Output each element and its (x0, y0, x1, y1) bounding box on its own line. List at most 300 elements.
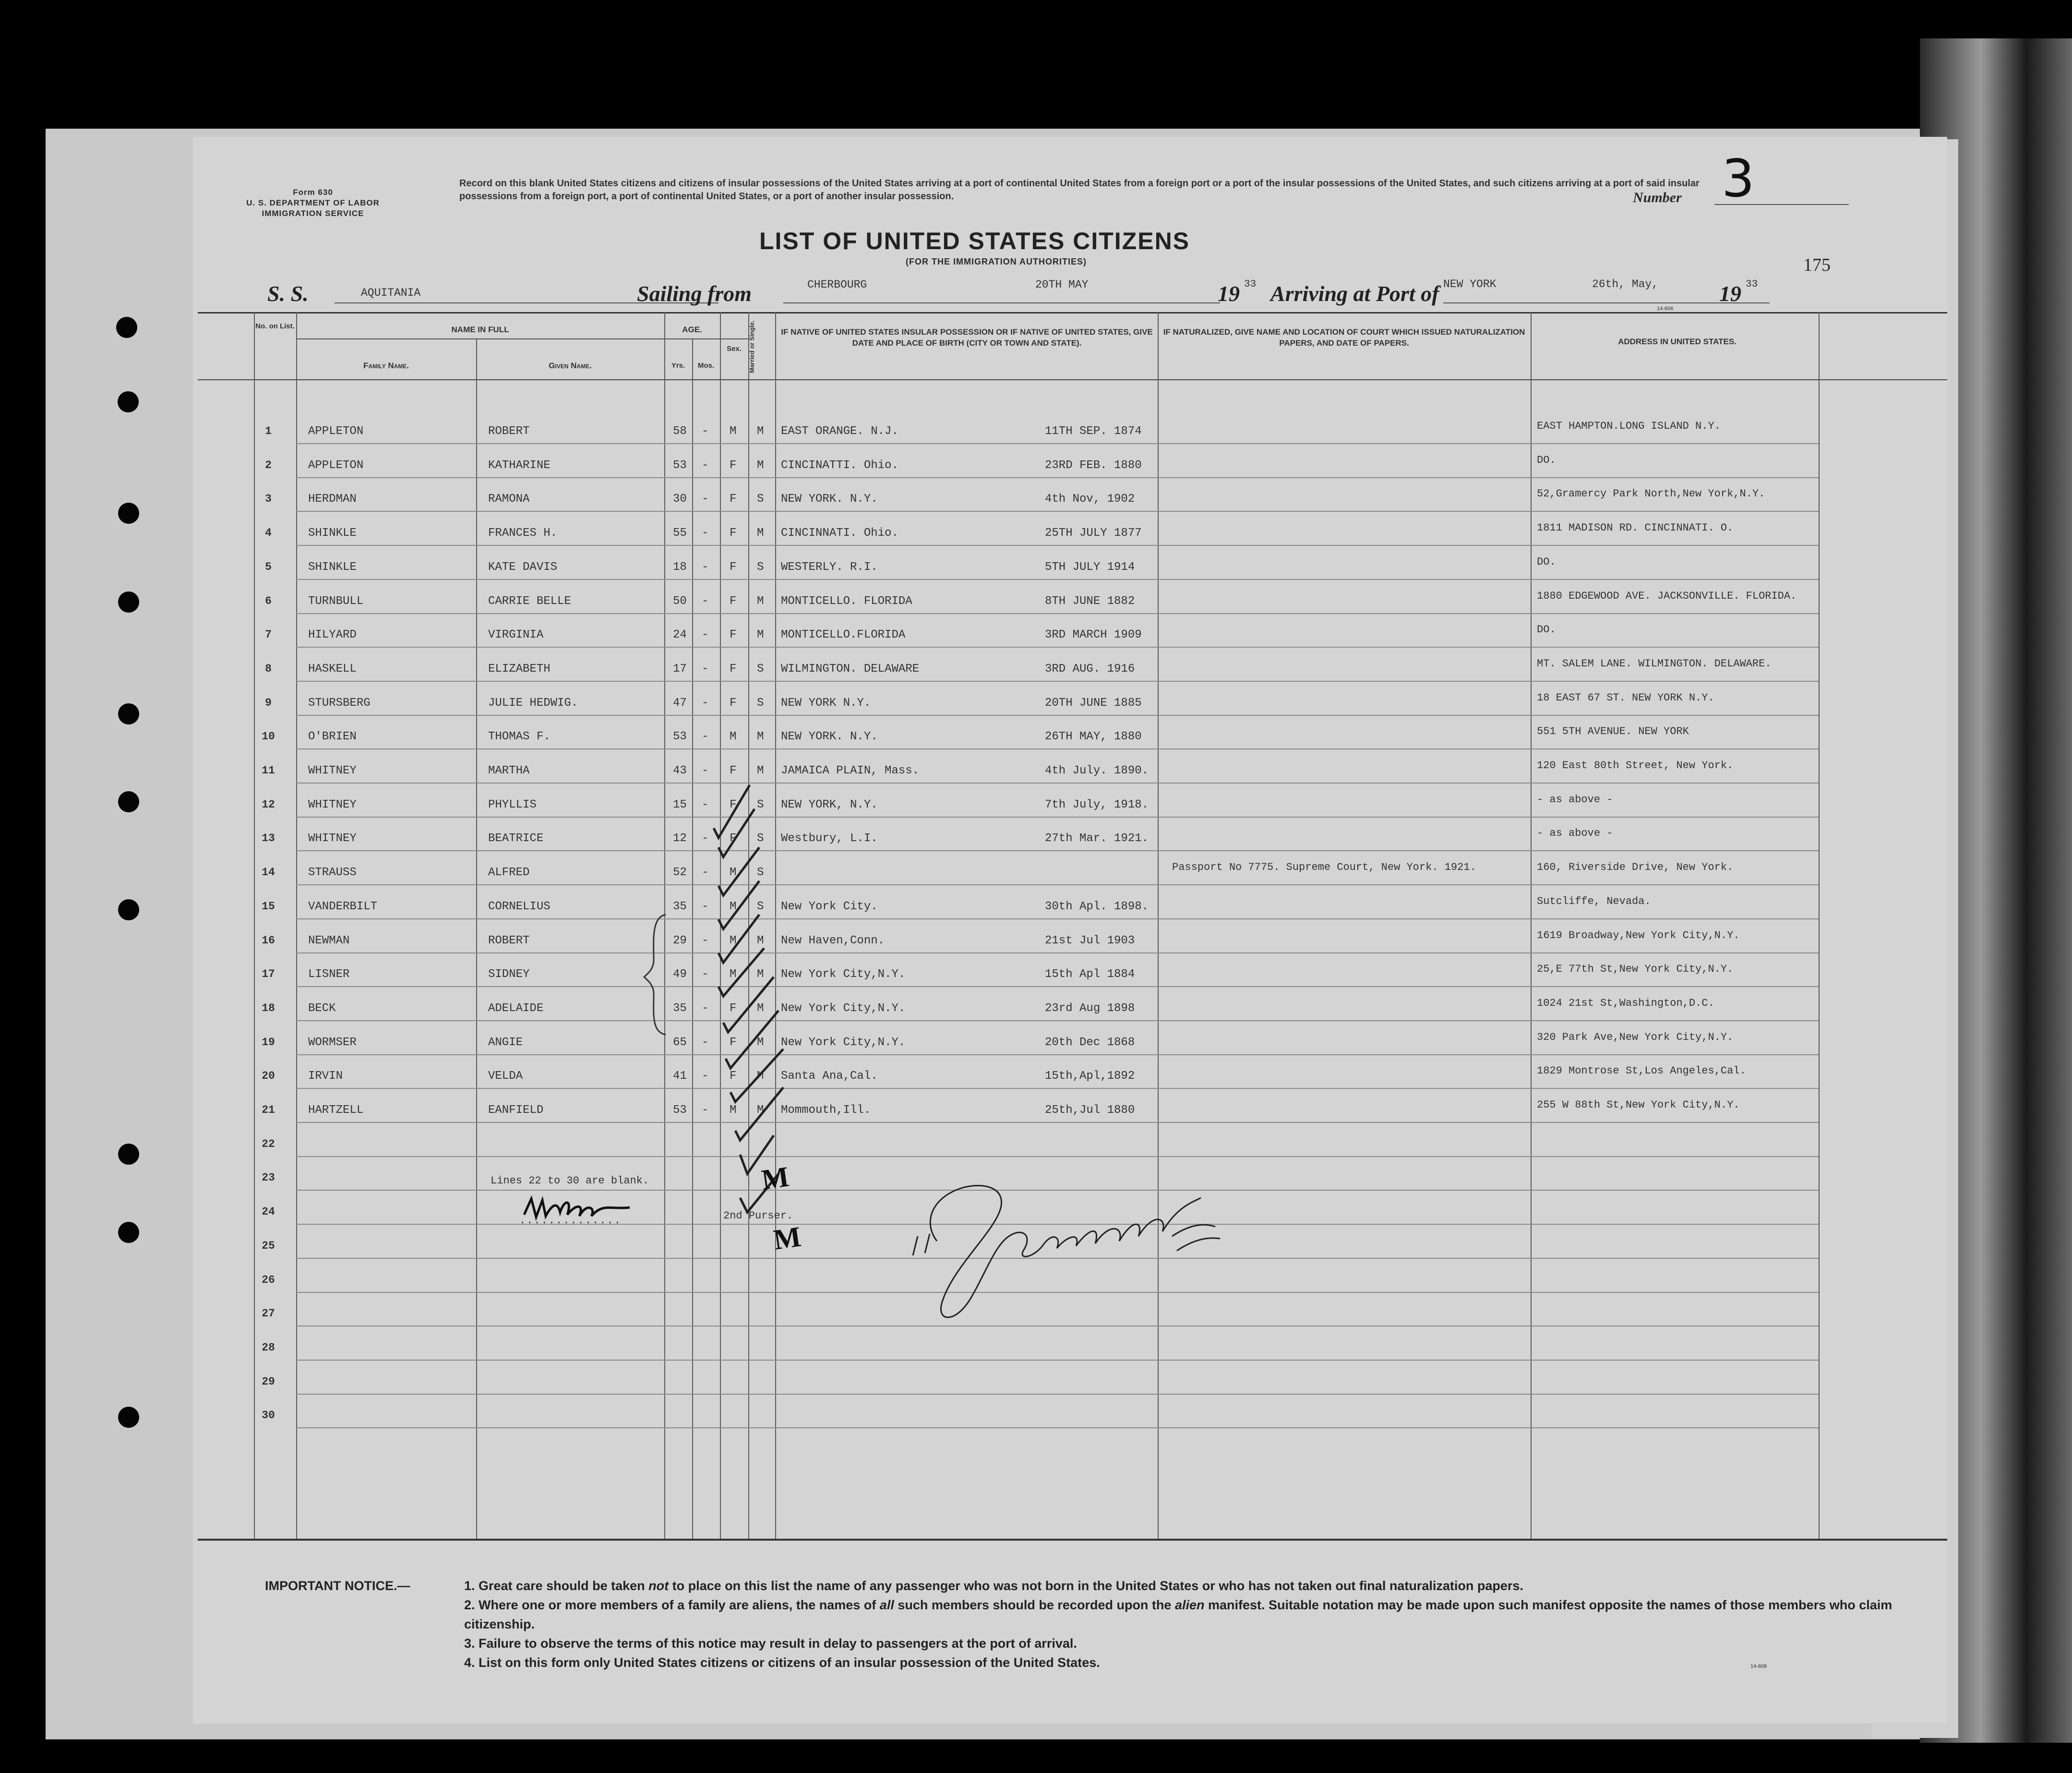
binder-hole (118, 899, 139, 920)
cell-mos: - (702, 1036, 709, 1049)
cell-place: New York City,N.Y. (781, 1001, 906, 1015)
cell-date: 21st Jul 1903 (1045, 934, 1135, 947)
col-header-birth: IF NATIVE OF UNITED STATES INSULAR POSSESSION OR IF NATIVE OF UNITED STATES, GIVE DATE AND PLACE OF BIRTH (CITY OR TOWN AND STATE). (781, 327, 1153, 348)
handwritten-m: M (759, 1160, 791, 1196)
cell-addr: DO. (1537, 555, 1556, 568)
notice-item-4: 4. List on this form only United States citizens or citizens of an insular possession of the United States. (464, 1655, 1100, 1670)
cell-given: ROBERT (488, 934, 530, 947)
row-rule (296, 545, 1819, 546)
col-header-address: ADDRESS IN UNITED STATES. (1618, 337, 1737, 346)
col-divider (1158, 312, 1159, 1539)
number-label: Number (1633, 190, 1682, 205)
cell-yrs: 53 (673, 458, 687, 472)
row-rule (296, 1122, 1819, 1123)
handwritten-m: M (771, 1220, 803, 1256)
cell-addr: 160, Riverside Drive, New York. (1537, 861, 1734, 874)
row-rule (296, 850, 1819, 851)
cell-yrs: 43 (673, 764, 687, 777)
col-header-age: AGE. (682, 325, 702, 334)
notice-text: such members should be recorded upon the (894, 1598, 1175, 1612)
table-header-border (198, 379, 1947, 380)
cell-family: APPLETON (308, 425, 364, 438)
cell-given: ROBERT (488, 425, 530, 438)
cell-sex: F (730, 594, 737, 608)
cell-sex: F (730, 493, 737, 506)
row-number: 10 (262, 730, 275, 743)
cell-sex: F (730, 662, 737, 675)
form-number: Form 630 (293, 188, 333, 197)
cell-ms: S (757, 798, 764, 811)
cell-sex: F (730, 1036, 737, 1049)
binder-hole (118, 1144, 139, 1165)
cell-family: WHITNEY (308, 764, 357, 777)
year-to: 33 (1746, 279, 1758, 290)
cell-family: STRAUSS (308, 866, 357, 880)
cell-place: MONTICELLO.FLORIDA (781, 628, 906, 642)
cell-given: KATE DAVIS (488, 560, 558, 574)
cell-mos: - (702, 1104, 709, 1117)
cell-addr: 551 5TH AVENUE. NEW YORK (1537, 725, 1689, 738)
cell-sex: M (730, 730, 737, 744)
row-number: 6 (265, 594, 272, 607)
cell-date: 15th Apl 1884 (1045, 968, 1135, 981)
row-number: 5 (265, 560, 272, 573)
binder-hole (118, 591, 139, 613)
cell-yrs: 49 (673, 968, 687, 981)
cell-given: KATHARINE (488, 458, 551, 472)
page-title: LIST OF UNITED STATES CITIZENS (759, 228, 1190, 254)
cell-family: BECK (308, 1001, 336, 1015)
cell-ms: M (757, 527, 764, 540)
cell-place: WESTERLY. R.I. (781, 560, 878, 574)
cell-addr: 1024 21st St,Washington,D.C. (1537, 997, 1714, 1009)
form-code: 14-606 (1657, 306, 1674, 312)
cell-given: ALFRED (488, 866, 530, 880)
cell-sex: M (730, 425, 737, 438)
cell-family: HASKELL (308, 662, 357, 675)
cell-addr: 1829 Montrose St,Los Angeles,Cal. (1537, 1065, 1746, 1077)
binder-hole (116, 317, 137, 338)
cell-given: ANGIE (488, 1036, 523, 1049)
cell-ms: S (757, 900, 764, 913)
cell-date: 4th Nov, 1902 (1045, 493, 1135, 506)
cell-sex: M (730, 866, 737, 880)
row-rule (296, 613, 1819, 614)
col-header-name: NAME IN FULL (451, 325, 509, 334)
sailing-label: Sailing from (637, 281, 752, 306)
notice-text: 2. Where one or more members of a family are aliens, the names of (464, 1598, 880, 1612)
binder-hole (118, 1222, 139, 1243)
cell-place: EAST ORANGE. N.J. (781, 425, 898, 438)
cell-date: 7th July, 1918. (1045, 798, 1149, 811)
cell-addr: DO. (1537, 624, 1556, 636)
cell-yrs: 47 (673, 696, 687, 710)
cell-ms: M (757, 1104, 764, 1117)
cell-sex: M (730, 934, 737, 947)
row-number: 21 (262, 1104, 275, 1116)
cell-family: STURSBERG (308, 696, 371, 710)
cell-mos: - (702, 900, 709, 913)
cell-given: EANFIELD (488, 1104, 544, 1117)
cell-addr: 1619 Broadway,New York City,N.Y. (1537, 929, 1740, 941)
family-bracket (642, 912, 671, 1037)
row-number: 20 (262, 1070, 275, 1083)
cell-date: 26TH MAY, 1880 (1045, 730, 1142, 744)
cell-addr: 1811 MADISON RD. CINCINNATI. O. (1537, 522, 1734, 534)
cell-family: WORMSER (308, 1036, 357, 1049)
cell-yrs: 24 (673, 628, 687, 642)
cell-date: 20TH JUNE 1885 (1045, 696, 1142, 710)
port-from: CHERBOURG (807, 278, 867, 291)
cell-mos: - (702, 866, 709, 880)
cell-ms: S (757, 493, 764, 506)
row-rule (296, 579, 1819, 580)
cell-mos: - (702, 1070, 709, 1083)
cell-family: VANDERBILT (308, 900, 378, 913)
col-header-naturalized: IF NATURALIZED, GIVE NAME AND LOCATION OF COURT WHICH ISSUED NATURALIZATION PAPERS, AND DATE OF PAPERS. (1163, 327, 1525, 348)
cell-sex: M (730, 968, 737, 981)
cell-ms: M (757, 968, 764, 981)
cell-mos: - (702, 696, 709, 710)
cell-given: VELDA (488, 1070, 523, 1083)
cell-addr: EAST HAMPTON.LONG ISLAND N.Y. (1537, 420, 1721, 432)
cell-sex: F (730, 832, 737, 845)
row-rule (296, 817, 1819, 818)
row-number: 11 (262, 764, 275, 777)
row-rule (296, 783, 1819, 784)
date-from: 20TH MAY (1035, 278, 1089, 291)
cell-mos: - (702, 527, 709, 540)
cell-given: JULIE HEDWIG. (488, 696, 578, 710)
row-rule (296, 443, 1819, 444)
cell-family: WHITNEY (308, 798, 357, 811)
cell-family: IRVIN (308, 1070, 343, 1083)
row-rule (296, 647, 1819, 648)
cell-sex: F (730, 628, 737, 642)
cell-place: WILMINGTON. DELAWARE (781, 662, 920, 675)
cell-family: TURNBULL (308, 594, 364, 608)
cell-yrs: 50 (673, 594, 687, 608)
row-rule (296, 884, 1819, 885)
inspector-signature (903, 1155, 1230, 1332)
cell-place: CINCINATTI. Ohio. (781, 458, 898, 472)
col-header-married: Married or Single. (748, 320, 755, 374)
binder-hole (118, 1407, 139, 1428)
cell-ms: M (757, 1036, 764, 1049)
cell-mos: - (702, 832, 709, 845)
row-rule (296, 715, 1819, 716)
notice-text: manifest. Suitable notation may be made upon such manifest opposite the names of those members who claim citizenship. (464, 1598, 1892, 1631)
cell-addr: DO. (1537, 454, 1556, 466)
cell-ms: M (757, 934, 764, 947)
cell-family: HARTZELL (308, 1104, 364, 1117)
cell-mos: - (702, 425, 709, 438)
cell-date: 3RD MARCH 1909 (1045, 628, 1142, 642)
cell-nat: Passport No 7775. Supreme Court, New York. 1921. (1172, 861, 1476, 874)
row-number: 19 (262, 1036, 275, 1049)
cell-sex: F (730, 764, 737, 777)
notice-lead: IMPORTANT NOTICE.— (265, 1579, 410, 1593)
table-top-border (198, 312, 1947, 314)
cell-addr: 18 EAST 67 ST. NEW YORK N.Y. (1537, 691, 1714, 704)
cell-mos: - (702, 458, 709, 472)
arriving-label: Arriving at Port of (1270, 281, 1439, 306)
notice-emphasis: not (648, 1579, 669, 1593)
cell-given: VIRGINIA (488, 628, 544, 642)
row-number: 9 (265, 696, 272, 709)
cell-place: Santa Ana,Cal. (781, 1070, 878, 1083)
row-number: 25 (262, 1239, 275, 1252)
table-bottom-border (198, 1539, 1947, 1541)
cell-family: SHINKLE (308, 560, 357, 574)
row-number: 16 (262, 934, 275, 947)
cell-place: New York City. (781, 900, 878, 913)
cell-ms: M (757, 425, 764, 438)
cell-date: 11TH SEP. 1874 (1045, 425, 1142, 438)
cell-date: 25TH JULY 1877 (1045, 527, 1142, 540)
cell-place: JAMAICA PLAIN, Mass. (781, 764, 920, 777)
cell-addr: 1880 EDGEWOOD AVE. JACKSONVILLE. FLORIDA. (1537, 590, 1797, 602)
cell-place: NEW YORK. N.Y. (781, 730, 878, 744)
cell-sex: M (730, 1104, 737, 1117)
cell-ms: M (757, 458, 764, 472)
cell-family: SHINKLE (308, 527, 357, 540)
cell-date: 8TH JUNE 1882 (1045, 594, 1135, 608)
subheader-line (296, 338, 749, 339)
cell-given: THOMAS F. (488, 730, 551, 744)
cell-sex: F (730, 696, 737, 710)
notice-emphasis: all (879, 1598, 894, 1612)
cell-sex: F (730, 560, 737, 574)
notice-emphasis: alien (1174, 1598, 1205, 1612)
cell-yrs: 17 (673, 662, 687, 675)
row-number: 14 (262, 866, 275, 879)
cell-mos: - (702, 730, 709, 744)
cell-place: New York City,N.Y. (781, 1036, 906, 1049)
col-header-yrs: Yrs. (671, 362, 685, 370)
date-to: 26th, May, (1592, 278, 1659, 290)
row-number: 3 (265, 493, 272, 506)
cell-mos: - (702, 493, 709, 506)
row-number: 18 (262, 1001, 275, 1014)
cell-yrs: 53 (673, 730, 687, 744)
row-rule (296, 681, 1819, 682)
cell-given: RAMONA (488, 493, 530, 506)
notice-item-3: 3. Failure to observe the terms of this notice may result in delay to passengers at the port of arrival. (464, 1636, 1077, 1651)
col-divider (1531, 312, 1532, 1539)
cell-date: 20th Dec 1868 (1045, 1036, 1135, 1049)
binder-hole (118, 703, 139, 724)
cell-mos: - (702, 798, 709, 811)
col-divider (296, 312, 297, 1539)
row-number: 8 (265, 662, 272, 675)
cell-family: APPLETON (308, 458, 364, 472)
cell-date: 15th,Apl,1892 (1045, 1070, 1135, 1083)
cell-addr: MT. SALEM LANE. WILMINGTON. DELAWARE. (1537, 657, 1772, 670)
cell-yrs: 41 (673, 1070, 687, 1083)
cell-place: New York City,N.Y. (781, 968, 906, 981)
cell-ms: S (757, 832, 764, 845)
cell-ms: M (757, 594, 764, 608)
cell-mos: - (702, 968, 709, 981)
cell-yrs: 35 (673, 900, 687, 913)
row-number: 24 (262, 1206, 275, 1218)
year-from: 33 (1244, 279, 1257, 290)
cell-sex: F (730, 1070, 737, 1083)
port-to: NEW YORK (1443, 278, 1497, 290)
cell-sex: F (730, 798, 737, 811)
notice-text: to place on this list the name of any passenger who was not born in the United States or who has not taken out final naturalization papers. (669, 1579, 1523, 1593)
row-rule (296, 918, 1819, 919)
col-header-sex: Sex. (727, 345, 742, 353)
cell-addr: 25,E 77th St,New York City,N.Y. (1537, 963, 1734, 976)
manifest-page (193, 137, 1947, 1724)
col-divider (476, 338, 477, 1539)
cell-family: LISNER (308, 968, 350, 981)
list-number: 3 (1722, 149, 1755, 209)
cell-ms: M (757, 1001, 764, 1015)
ship-name: AQUITANIA (361, 287, 421, 299)
cell-mos: - (702, 1001, 709, 1015)
row-rule (296, 1088, 1819, 1089)
cell-yrs: 30 (673, 493, 687, 506)
row-number: 12 (262, 798, 275, 811)
binder-hole (118, 503, 139, 524)
cell-mos: - (702, 662, 709, 675)
row-rule (296, 1427, 1819, 1428)
cell-place: NEW YORK, N.Y. (781, 798, 878, 811)
row-number: 28 (262, 1341, 275, 1354)
cell-yrs: 15 (673, 798, 687, 811)
cell-date: 27th Mar. 1921. (1045, 832, 1149, 845)
cell-given: FRANCES H. (488, 527, 558, 540)
page-stamp: 175 (1803, 255, 1831, 275)
form-code-bottom: 14-606 (1750, 1664, 1767, 1669)
cell-yrs: 65 (673, 1036, 687, 1049)
cell-ms: M (757, 730, 764, 744)
cell-ms: M (757, 628, 764, 642)
cell-yrs: 35 (673, 1001, 687, 1015)
row-number: 13 (262, 832, 275, 845)
row-number: 27 (262, 1307, 275, 1320)
service: IMMIGRATION SERVICE (262, 209, 364, 218)
cell-date: 23rd Aug 1898 (1045, 1001, 1135, 1015)
cell-place: NEW YORK. N.Y. (781, 493, 878, 506)
col-header-mos: Mos. (697, 362, 715, 370)
cell-date: 3RD AUG. 1916 (1045, 662, 1135, 675)
cell-place: NEW YORK N.Y. (781, 696, 871, 710)
row-rule (296, 986, 1819, 987)
cell-mos: - (702, 560, 709, 574)
row-rule (296, 1394, 1819, 1395)
cell-yrs: 53 (673, 1104, 687, 1117)
cell-yrs: 58 (673, 425, 687, 438)
cell-ms: S (757, 866, 764, 880)
cell-yrs: 52 (673, 866, 687, 880)
cell-date: 5TH JULY 1914 (1045, 560, 1135, 574)
page-subtitle: (FOR THE IMMIGRATION AUTHORITIES) (906, 257, 1087, 266)
cell-family: HILYARD (308, 628, 357, 642)
cell-mos: - (702, 628, 709, 642)
cell-addr: Sutcliffe, Nevada. (1537, 895, 1651, 907)
cell-given: PHYLLIS (488, 798, 537, 811)
form-instructions: Record on this blank United States citizens and citizens of insular possessions of the United States arriving at a port of continental United States from a foreign port or a port of the insular possessions of the United States, and such citizens arriving at a port of said insular possessions from a foreign port, a port of continental United States, or a port of another insular possession. (459, 178, 1700, 202)
cell-addr: - as above - (1537, 793, 1613, 806)
cell-date: 25th,Jul 1880 (1045, 1104, 1135, 1117)
cell-yrs: 12 (673, 832, 687, 845)
row-number: 26 (262, 1273, 275, 1286)
binder-hole (118, 791, 139, 812)
col-divider (692, 338, 693, 1539)
check-marks (711, 502, 807, 1289)
row-number: 15 (262, 900, 275, 913)
important-notice (265, 1576, 1906, 1672)
cell-ms: S (757, 560, 764, 574)
cell-sex: F (730, 458, 737, 472)
row-number: 7 (265, 628, 272, 641)
row-number: 4 (265, 527, 272, 540)
purser-dots: .............. (519, 1215, 622, 1227)
cell-ms: S (757, 696, 764, 710)
row-number: 22 (262, 1137, 275, 1150)
row-rule (296, 748, 1819, 749)
ss-label: S. S. (267, 281, 309, 306)
cell-place: Mommouth,Ill. (781, 1104, 871, 1117)
form-header (222, 187, 404, 219)
notice-item-1 (265, 1576, 1906, 1595)
cell-given: CORNELIUS (488, 900, 551, 913)
cell-place: New Haven,Conn. (781, 934, 885, 947)
cell-given: MARTHA (488, 764, 530, 777)
purser-label: 2nd Purser. (723, 1210, 793, 1222)
cell-mos: - (702, 764, 709, 777)
cell-ms: S (757, 662, 764, 675)
cell-place: MONTICELLO. FLORIDA (781, 594, 912, 608)
cell-sex: F (730, 1001, 737, 1015)
cell-given: ELIZABETH (488, 662, 551, 675)
department: U. S. DEPARTMENT OF LABOR (246, 198, 380, 207)
notice-item-2 (464, 1595, 1906, 1634)
cell-date: 4th July. 1890. (1045, 764, 1149, 777)
cell-family: HERDMAN (308, 493, 357, 506)
col-header-no: No. on List. (255, 322, 295, 330)
year-prefix-from: 19 (1218, 281, 1240, 306)
row-number: 30 (262, 1409, 275, 1422)
cell-addr: 52,Gramercy Park North,New York,N.Y. (1537, 488, 1765, 500)
cell-addr: 255 W 88th St,New York City,N.Y. (1537, 1099, 1740, 1111)
cell-given: SIDNEY (488, 968, 530, 981)
blank-lines-note: Lines 22 to 30 are blank. (491, 1175, 649, 1187)
cell-given: CARRIE BELLE (488, 594, 571, 608)
notice-text: 1. Great care should be taken (464, 1579, 649, 1593)
cell-yrs: 55 (673, 527, 687, 540)
cell-mos: - (702, 594, 709, 608)
cell-yrs: 18 (673, 560, 687, 574)
row-number: 29 (262, 1375, 275, 1388)
cell-yrs: 29 (673, 934, 687, 947)
cell-mos: - (702, 934, 709, 947)
cell-date: 30th Apl. 1898. (1045, 900, 1149, 913)
row-number: 17 (262, 968, 275, 981)
cell-addr: - as above - (1537, 827, 1613, 840)
cell-sex: M (730, 900, 737, 913)
cell-sex: F (730, 527, 737, 540)
binder-hole (118, 391, 139, 412)
cell-place: Westbury, L.I. (781, 832, 878, 845)
cell-addr: 320 Park Ave,New York City,N.Y. (1537, 1031, 1734, 1043)
col-header-given: Given Name. (549, 361, 592, 370)
row-rule (296, 1360, 1819, 1361)
